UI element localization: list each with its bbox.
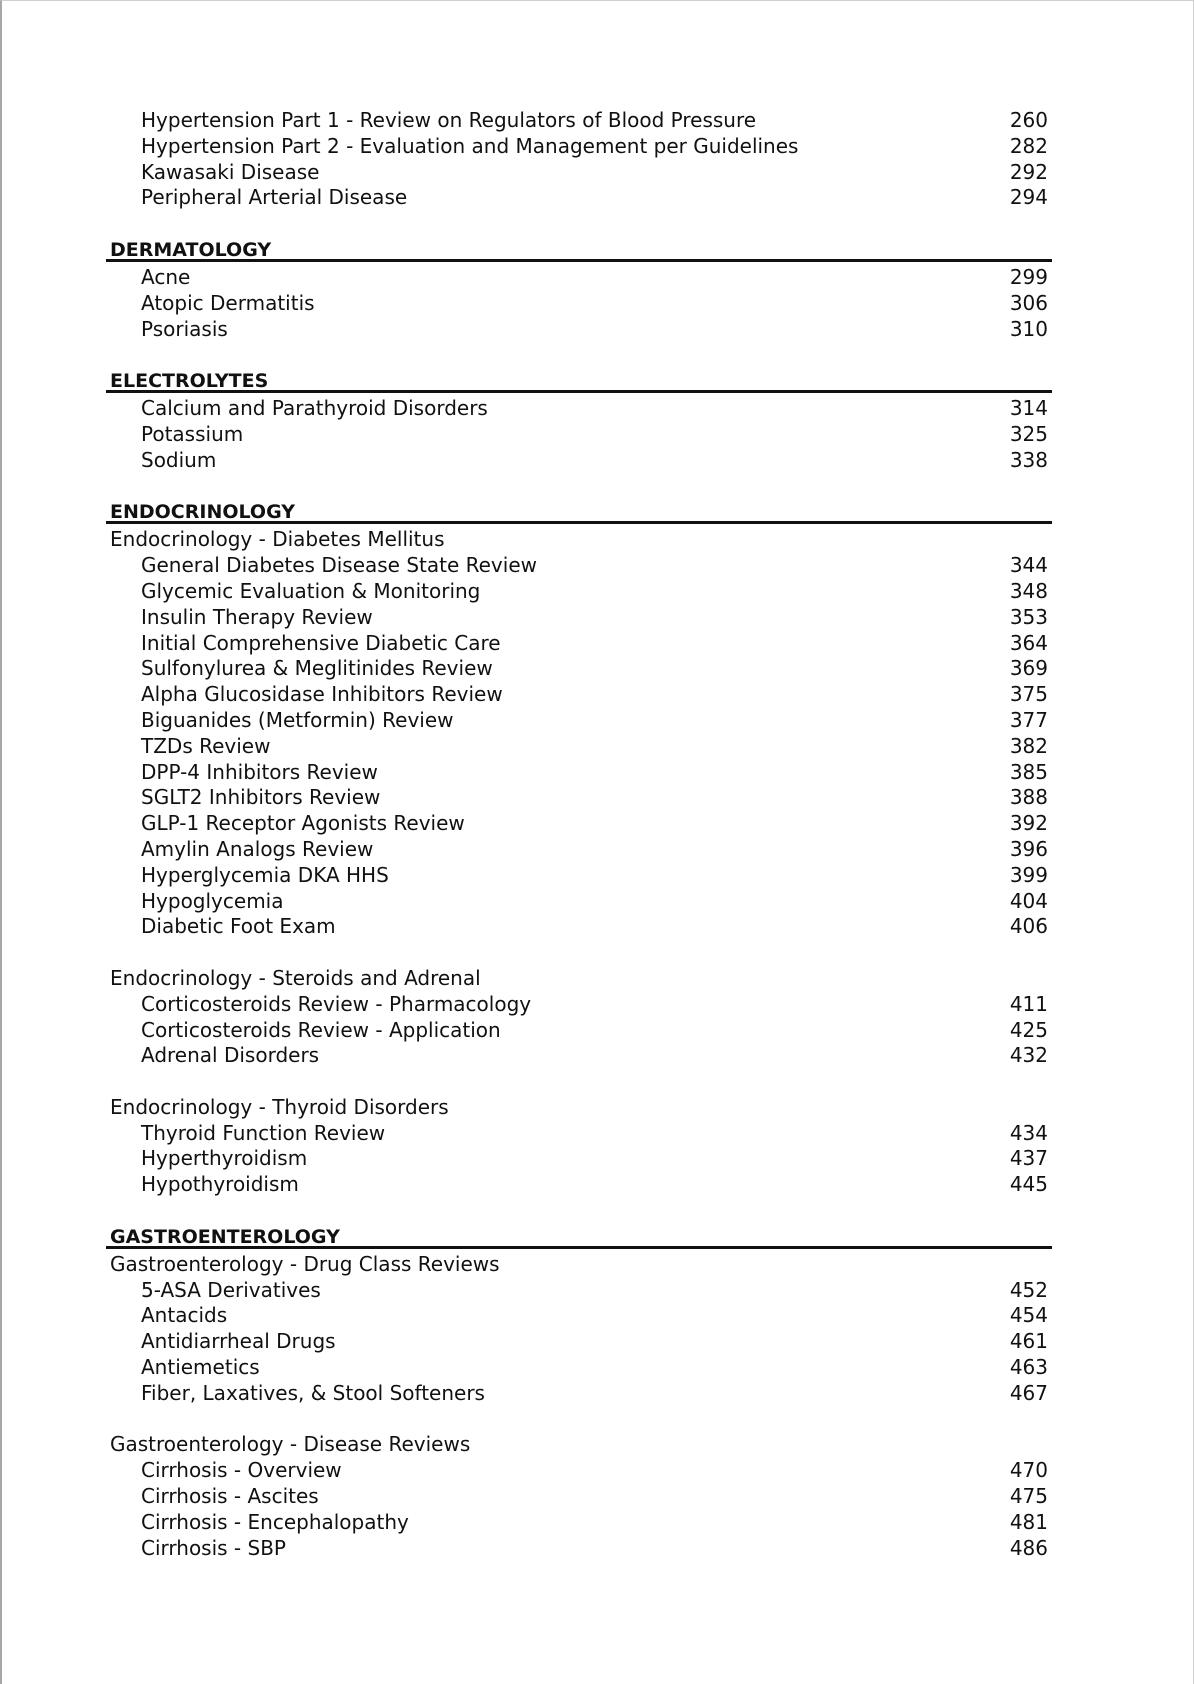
entry-page: 282 bbox=[1009, 133, 1048, 158]
toc-entry[interactable] bbox=[106, 1510, 1052, 1536]
entry-title: Insulin Therapy Review bbox=[141, 604, 373, 629]
section-heading-electrolytes: ELECTROLYTES bbox=[106, 368, 1052, 393]
entry-page: 425 bbox=[1009, 1017, 1048, 1042]
entry-title: Diabetic Foot Exam bbox=[141, 914, 336, 939]
entry-title: Antidiarrheal Drugs bbox=[141, 1329, 336, 1354]
toc-entry[interactable] bbox=[106, 1018, 1052, 1044]
entry-title: Alpha Glucosidase Inhibitors Review bbox=[141, 682, 503, 707]
toc-entry[interactable] bbox=[106, 1303, 1052, 1329]
entry-page: 385 bbox=[1009, 759, 1048, 784]
toc-entry[interactable] bbox=[106, 863, 1052, 889]
toc-entry[interactable] bbox=[106, 992, 1052, 1018]
entry-page: 364 bbox=[1009, 630, 1048, 655]
entry-page: 452 bbox=[1009, 1277, 1048, 1302]
entry-title: Thyroid Function Review bbox=[141, 1120, 386, 1145]
entry-title: Sulfonylurea & Meglitinides Review bbox=[141, 656, 493, 681]
toc-entry[interactable] bbox=[106, 1355, 1052, 1381]
entry-page: 375 bbox=[1009, 682, 1048, 707]
entry-title: GLP-1 Receptor Agonists Review bbox=[141, 811, 465, 836]
entry-title: Kawasaki Disease bbox=[141, 159, 320, 184]
entry-title: Cirrhosis - Overview bbox=[141, 1458, 342, 1483]
entry-page: 377 bbox=[1009, 707, 1048, 732]
subsection-title: Endocrinology - Steroids and Adrenal bbox=[110, 965, 481, 990]
entry-page: 437 bbox=[1009, 1146, 1048, 1171]
toc-entry[interactable] bbox=[106, 291, 1052, 317]
spacer bbox=[106, 474, 1052, 500]
entry-title: DPP-4 Inhibitors Review bbox=[141, 759, 378, 784]
toc-entry[interactable] bbox=[106, 682, 1052, 708]
toc-entry[interactable] bbox=[106, 889, 1052, 915]
entry-page: 338 bbox=[1009, 447, 1048, 472]
entry-page: 348 bbox=[1009, 578, 1048, 603]
entry-page: 294 bbox=[1009, 185, 1048, 210]
entry-title: Hypertension Part 1 - Review on Regulators of Blood Pressure bbox=[141, 108, 757, 132]
toc-entry[interactable] bbox=[106, 1484, 1052, 1510]
entry-title: Hypertension Part 2 - Evaluation and Management per Guidelines bbox=[141, 133, 799, 158]
table-of-contents bbox=[106, 108, 1052, 1561]
toc-entry[interactable] bbox=[106, 631, 1052, 657]
entry-page: 310 bbox=[1009, 316, 1048, 341]
entry-page: 467 bbox=[1009, 1380, 1048, 1405]
entry-title: Cirrhosis - Ascites bbox=[141, 1484, 319, 1509]
toc-entry[interactable] bbox=[106, 605, 1052, 631]
entry-page: 411 bbox=[1009, 991, 1048, 1016]
toc-entry[interactable] bbox=[106, 1329, 1052, 1355]
entry-page: 399 bbox=[1009, 862, 1048, 887]
toc-entry[interactable] bbox=[106, 1458, 1052, 1484]
entry-title: Biguanides (Metformin) Review bbox=[141, 707, 454, 732]
spacer bbox=[106, 1069, 1052, 1095]
toc-entry[interactable] bbox=[106, 185, 1052, 211]
entry-title: 5-ASA Derivatives bbox=[141, 1277, 321, 1302]
toc-entry[interactable] bbox=[106, 134, 1052, 160]
entry-title: Hypoglycemia bbox=[141, 888, 284, 913]
entry-page: 432 bbox=[1009, 1043, 1048, 1068]
entry-page: 475 bbox=[1009, 1484, 1048, 1509]
toc-entry[interactable] bbox=[106, 1278, 1052, 1304]
toc-entry[interactable] bbox=[106, 422, 1052, 448]
toc-entry[interactable] bbox=[106, 708, 1052, 734]
toc-entry[interactable] bbox=[106, 1146, 1052, 1172]
entry-page: 382 bbox=[1009, 733, 1048, 758]
entry-title: Hyperthyroidism bbox=[141, 1146, 308, 1171]
entry-title: Corticosteroids Review - Pharmacology bbox=[141, 991, 532, 1016]
entry-title: Antiemetics bbox=[141, 1355, 260, 1380]
entry-page: 445 bbox=[1009, 1172, 1048, 1197]
entry-page: 353 bbox=[1009, 604, 1048, 629]
entry-page: 404 bbox=[1009, 888, 1048, 913]
subsection-title: Gastroenterology - Disease Reviews bbox=[110, 1432, 471, 1457]
toc-entry[interactable] bbox=[106, 1172, 1052, 1198]
spacer bbox=[106, 940, 1052, 966]
entry-title: Cirrhosis - Encephalopathy bbox=[141, 1509, 409, 1534]
section-heading-dermatology: DERMATOLOGY bbox=[106, 237, 1052, 262]
entry-page: 369 bbox=[1009, 656, 1048, 681]
entry-title: Initial Comprehensive Diabetic Care bbox=[141, 630, 501, 655]
entry-title: Peripheral Arterial Disease bbox=[141, 185, 408, 210]
entry-page: 396 bbox=[1009, 836, 1048, 861]
toc-entry[interactable] bbox=[106, 160, 1052, 186]
entry-page: 306 bbox=[1009, 290, 1048, 315]
section-heading-endocrinology: ENDOCRINOLOGY bbox=[106, 499, 1052, 524]
toc-entry[interactable] bbox=[106, 1536, 1052, 1562]
spacer bbox=[106, 1198, 1052, 1224]
entry-page: 392 bbox=[1009, 811, 1048, 836]
entry-page: 434 bbox=[1009, 1120, 1048, 1145]
spacer bbox=[106, 1407, 1052, 1433]
toc-entry[interactable] bbox=[106, 1043, 1052, 1069]
entry-title: Potassium bbox=[141, 421, 244, 446]
entry-title: General Diabetes Disease State Review bbox=[141, 553, 537, 578]
toc-entry[interactable] bbox=[106, 396, 1052, 422]
toc-entry[interactable] bbox=[106, 1381, 1052, 1407]
entry-title: Sodium bbox=[141, 447, 217, 472]
toc-entry[interactable] bbox=[106, 108, 1052, 134]
entry-page: 470 bbox=[1009, 1458, 1048, 1483]
toc-entry[interactable] bbox=[106, 734, 1052, 760]
entry-title: Antacids bbox=[141, 1303, 228, 1328]
subsection-title: Gastroenterology - Drug Class Reviews bbox=[110, 1251, 500, 1276]
entry-title: Amylin Analogs Review bbox=[141, 836, 374, 861]
spacer bbox=[106, 211, 1052, 237]
entry-title: Psoriasis bbox=[141, 316, 228, 341]
subsection-title: Endocrinology - Diabetes Mellitus bbox=[110, 527, 445, 552]
entry-page: 292 bbox=[1009, 159, 1048, 184]
entry-title: Acne bbox=[141, 264, 191, 289]
entry-title: Hypothyroidism bbox=[141, 1172, 299, 1197]
toc-entry[interactable] bbox=[106, 811, 1052, 837]
toc-entry[interactable] bbox=[106, 579, 1052, 605]
entry-page: 314 bbox=[1009, 396, 1048, 421]
toc-entry[interactable] bbox=[106, 1121, 1052, 1147]
section-heading-gastroenterology: GASTROENTEROLOGY bbox=[106, 1224, 1052, 1249]
toc-entry[interactable] bbox=[106, 448, 1052, 474]
entry-title: Calcium and Parathyroid Disorders bbox=[141, 396, 488, 421]
entry-title: Adrenal Disorders bbox=[141, 1043, 320, 1068]
toc-entry[interactable] bbox=[106, 553, 1052, 579]
entry-page: 461 bbox=[1009, 1329, 1048, 1354]
entry-page: 260 bbox=[1009, 108, 1048, 132]
entry-title: Cirrhosis - SBP bbox=[141, 1535, 286, 1560]
entry-title: Glycemic Evaluation & Monitoring bbox=[141, 578, 481, 603]
toc-entry[interactable] bbox=[106, 914, 1052, 940]
subsection-title: Endocrinology - Thyroid Disorders bbox=[110, 1094, 449, 1119]
toc-entry[interactable] bbox=[106, 785, 1052, 811]
entry-page: 454 bbox=[1009, 1303, 1048, 1328]
entry-title: TZDs Review bbox=[141, 733, 271, 758]
spacer bbox=[106, 342, 1052, 368]
entry-title: Fiber, Laxatives, & Stool Softeners bbox=[141, 1380, 485, 1405]
toc-entry[interactable] bbox=[106, 760, 1052, 786]
entry-title: Corticosteroids Review - Application bbox=[141, 1017, 501, 1042]
toc-entry[interactable] bbox=[106, 265, 1052, 291]
entry-page: 406 bbox=[1009, 914, 1048, 939]
entry-page: 325 bbox=[1009, 421, 1048, 446]
entry-title: Atopic Dermatitis bbox=[141, 290, 315, 315]
entry-page: 388 bbox=[1009, 785, 1048, 810]
entry-page: 486 bbox=[1009, 1535, 1048, 1560]
entry-page: 344 bbox=[1009, 553, 1048, 578]
entry-title: SGLT2 Inhibitors Review bbox=[141, 785, 381, 810]
toc-entry[interactable] bbox=[106, 837, 1052, 863]
entry-page: 299 bbox=[1009, 264, 1048, 289]
entry-page: 481 bbox=[1009, 1509, 1048, 1534]
toc-entry[interactable] bbox=[106, 317, 1052, 343]
toc-entry[interactable] bbox=[106, 656, 1052, 682]
entry-page: 463 bbox=[1009, 1355, 1048, 1380]
entry-title: Hyperglycemia DKA HHS bbox=[141, 862, 389, 887]
